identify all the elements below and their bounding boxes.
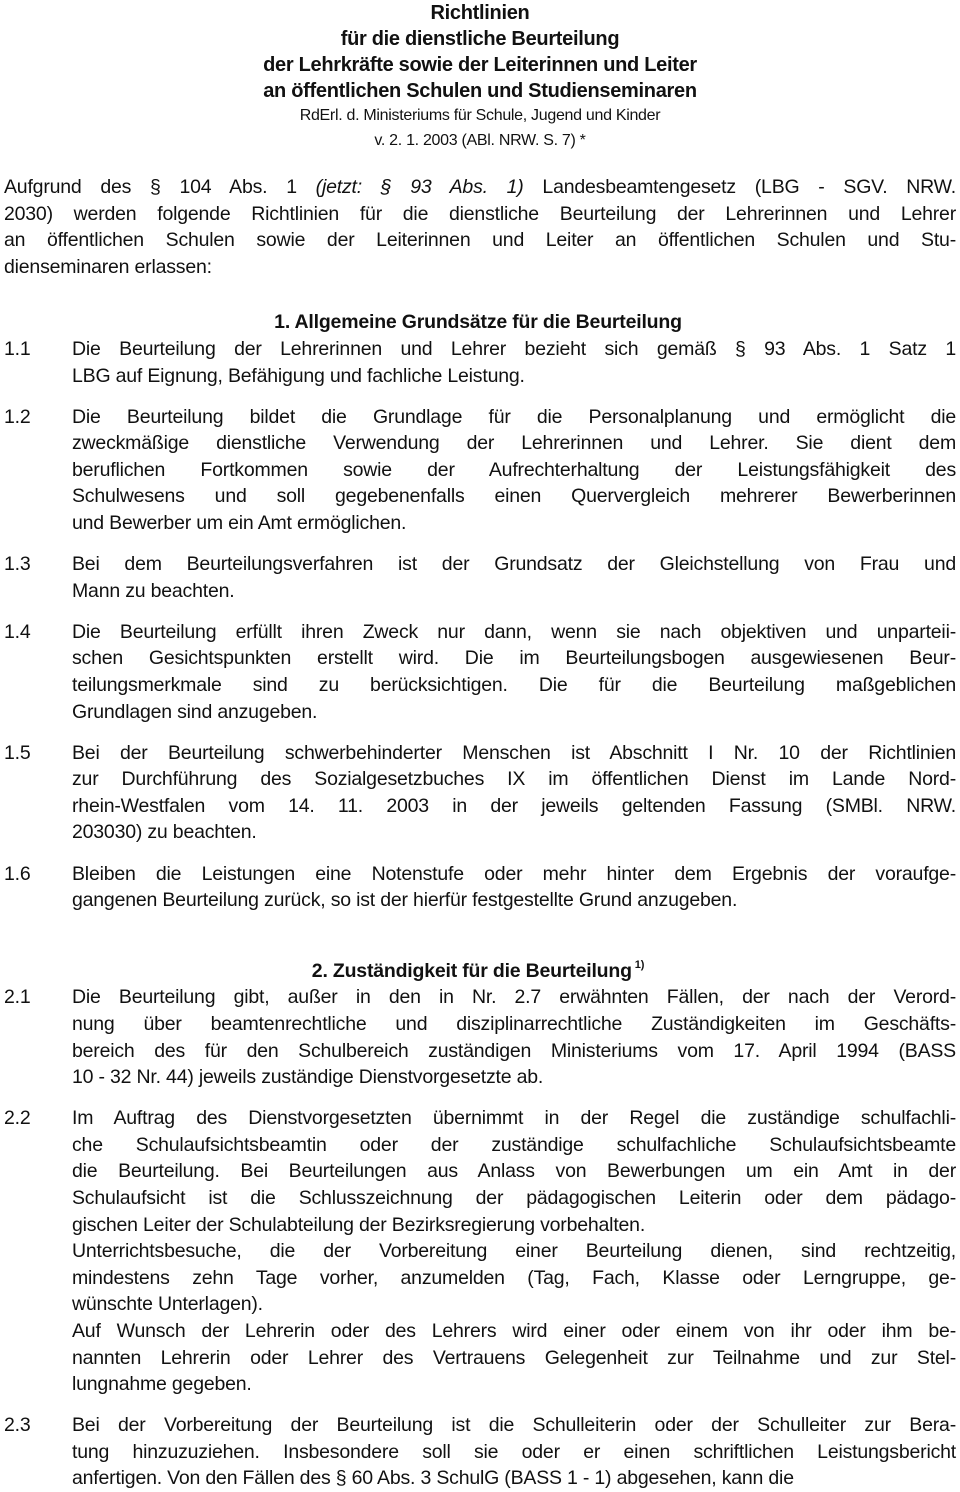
- intro-line: dienseminaren erlassen:: [4, 255, 212, 278]
- text-line: rhein-Westfalen vom 14. 11. 2003 in der jeweils geltenden Fassung (SMBl. NRW.: [72, 794, 956, 817]
- list-item: [0, 1412, 956, 1492]
- text-line: Die Beurteilung gibt, außer in den in Nr. 2.7 erwähnten Fällen, der nach der Verord-: [72, 986, 956, 1009]
- item-text: [72, 551, 956, 604]
- text-line: schen Gesichtspunkten erstellt wird. Die im Beurteilungsbogen ausgewiesenen Beur-: [72, 647, 956, 670]
- intro-line: an öffentlichen Schulen sowie der Leiterinnen und Leiter an öffentlichen Schulen und Stu-: [4, 229, 956, 252]
- text-line: Auf Wunsch der Lehrerin oder des Lehrers wird einer oder einem von ihr oder ihm be-: [72, 1319, 956, 1342]
- text-line: 203030) zu beachten.: [72, 821, 257, 844]
- item-text: [72, 740, 956, 846]
- title-line: an öffentlichen Schulen und Studienseminaren: [263, 80, 697, 102]
- intro-paragraph: [4, 174, 956, 280]
- item-number: 1.2: [4, 405, 31, 428]
- list-item: [0, 861, 956, 914]
- item-number: 1.3: [4, 553, 31, 576]
- item-number: 1.5: [4, 741, 31, 764]
- text-line: anfertigen. Von den Fällen des § 60 Abs. 3 SchulG (BASS 1 - 1) abgesehen, kann die: [72, 1467, 794, 1490]
- text-line: mindestens zehn Tage vorher, anzumelden (Tag, Fach, Klasse oder Lerngruppe, ge-: [72, 1266, 956, 1289]
- text-line: Mann zu beachten.: [72, 579, 235, 602]
- text-line: nannten Lehrerin oder Lehrer des Vertrauens Gelegenheit zur Teilnahme und zur Stel-: [72, 1346, 956, 1369]
- list-item: [0, 740, 956, 846]
- item-number: 1.1: [4, 337, 31, 360]
- item-number: 1.4: [4, 620, 31, 643]
- list-item: [0, 1105, 956, 1398]
- text-line: beruflichen Fortkommen sowie der Aufrechterhaltung der Leistungsfähigkeit des: [72, 458, 956, 481]
- text-line: LBG auf Eignung, Befähigung und fachliche Leistung.: [72, 364, 525, 387]
- section-heading-text: 2. Zuständigkeit für die Beurteilung: [311, 959, 632, 982]
- text-line: Im Auftrag des Dienstvorgesetzten übernimmt in der Regel die zuständige schulfachli-: [72, 1107, 956, 1130]
- text-line: lungnahme gegeben.: [72, 1373, 252, 1396]
- text-line: Die Beurteilung erfüllt ihren Zweck nur dann, wenn sie nach objektiven und unparteii-: [72, 620, 956, 643]
- text-line: Die Beurteilung der Lehrerinnen und Lehrer bezieht sich gemäß § 93 Abs. 1 Satz 1: [72, 337, 956, 360]
- footnote-marker: 1): [634, 958, 645, 971]
- list-item: [0, 619, 956, 725]
- document-title: [0, 0, 960, 153]
- text-line: Bleiben die Leistungen eine Notenstufe oder mehr hinter dem Ergebnis der voraufge-: [72, 862, 956, 885]
- section-heading: [0, 309, 956, 336]
- text-line: Die Beurteilung bildet die Grundlage für die Personalplanung und ermöglicht die: [72, 405, 956, 428]
- text-line: Bei der Beurteilung schwerbehinderter Menschen ist Abschnitt I Nr. 10 der Richtlinien: [72, 741, 956, 764]
- list-item: [0, 336, 956, 389]
- item-text: [72, 619, 956, 725]
- text-line: tung hinzuzuziehen. Insbesondere soll sie oder er einen schriftlichen Leistungsbericht: [72, 1440, 956, 1463]
- text-line: 10 - 32 Nr. 44) jeweils zuständige Dienstvorgesetzte ab.: [72, 1066, 544, 1089]
- text-line: bereich des für den Schulbereich zuständigen Ministeriums vom 17. April 1994 (BASS: [72, 1039, 956, 1062]
- section-heading: [0, 958, 956, 985]
- text-line: Grundlagen sind anzugeben.: [72, 700, 318, 723]
- text-line: nung über beamtenrechtliche und disziplinarrechtliche Zuständigkeiten im Geschäfts-: [72, 1012, 956, 1035]
- text-line: Bei der Vorbereitung der Beurteilung ist die Schulleiterin oder der Schulleiter zur Bera-: [72, 1414, 956, 1437]
- document-body: [0, 174, 956, 1492]
- text-line: gangenen Beurteilung zurück, so ist der hierfür festgestellte Grund anzugeben.: [72, 889, 738, 912]
- intro-italic-note: (jetzt: § 93 Abs. 1): [315, 176, 524, 198]
- title-line: Richtlinien: [430, 2, 530, 24]
- subtitle-line: RdErl. d. Ministeriums für Schule, Jugend und Kinder: [299, 107, 661, 124]
- item-number: 2.2: [4, 1107, 31, 1130]
- subtitle-line: v. 2. 1. 2003 (ABl. NRW. S. 7) *: [374, 131, 586, 149]
- text-line: Bei dem Beurteilungsverfahren ist der Grundsatz der Gleichstellung von Frau und: [72, 553, 956, 576]
- text-line: teilungsmerkmale sind zu berücksichtigen. Die für die Beurteilung maßgeblichen: [72, 674, 956, 696]
- list-item: [0, 404, 956, 537]
- text-line: zur Durchführung des Sozialgesetzbuches IX im öffentlichen Dienst im Lande Nord-: [72, 768, 956, 791]
- intro-line: 2030) werden folgende Richtlinien für die dienstliche Beurteilung der Lehrerinnen und Lehrer: [4, 202, 956, 225]
- item-number: 1.6: [4, 862, 31, 885]
- item-number: 2.3: [4, 1414, 31, 1437]
- text-line: und Bewerber um ein Amt ermöglichen.: [72, 512, 407, 535]
- item-text: [72, 404, 956, 537]
- text-line: che Schulaufsichtsbeamtin oder der zuständige schulfachliche Schulaufsichtsbeamte: [72, 1133, 956, 1156]
- text-line: Schulaufsicht ist die Schlusszeichnung der pädagogischen Leiterin oder dem pädago-: [72, 1187, 956, 1209]
- item-text: [72, 1105, 956, 1398]
- text-line: zweckmäßige dienstliche Verwendung der Lehrerinnen und Lehrer. Sie dient dem: [72, 432, 956, 455]
- title-line: der Lehrkräfte sowie der Leiterinnen und Leiter: [263, 54, 697, 76]
- text-line: wünschte Unterlagen).: [72, 1293, 263, 1316]
- intro-line: [4, 174, 956, 201]
- text-line: Schulwesens und soll gegebenenfalls einen Quervergleich mehrerer Bewerberinnen: [72, 485, 956, 508]
- text-line: gischen Leiter der Schulabteilung der Bezirksregierung vorbehalten.: [72, 1213, 646, 1236]
- intro-text: Landesbeamtengesetz (LBG - SGV. NRW.: [523, 176, 956, 198]
- list-item: [0, 551, 956, 604]
- title-line: für die dienstliche Beurteilung: [340, 28, 620, 50]
- item-text: [72, 1412, 956, 1492]
- text-line: die Beurteilung. Bei Beurteilungen aus Anlass von Bewerbungen um ein Amt in der: [72, 1160, 956, 1183]
- text-line: Unterrichtsbesuche, die der Vorbereitung einer Beurteilung dienen, sind rechtzeitig,: [72, 1240, 956, 1263]
- item-number: 2.1: [4, 986, 31, 1009]
- list-item: [0, 984, 956, 1090]
- section-heading-text: 1. Allgemeine Grundsätze für die Beurteilung: [274, 311, 682, 334]
- item-text: [72, 861, 956, 914]
- intro-text: Aufgrund des § 104 Abs. 1: [4, 176, 316, 198]
- item-text: [72, 336, 956, 389]
- item-text: [72, 984, 956, 1090]
